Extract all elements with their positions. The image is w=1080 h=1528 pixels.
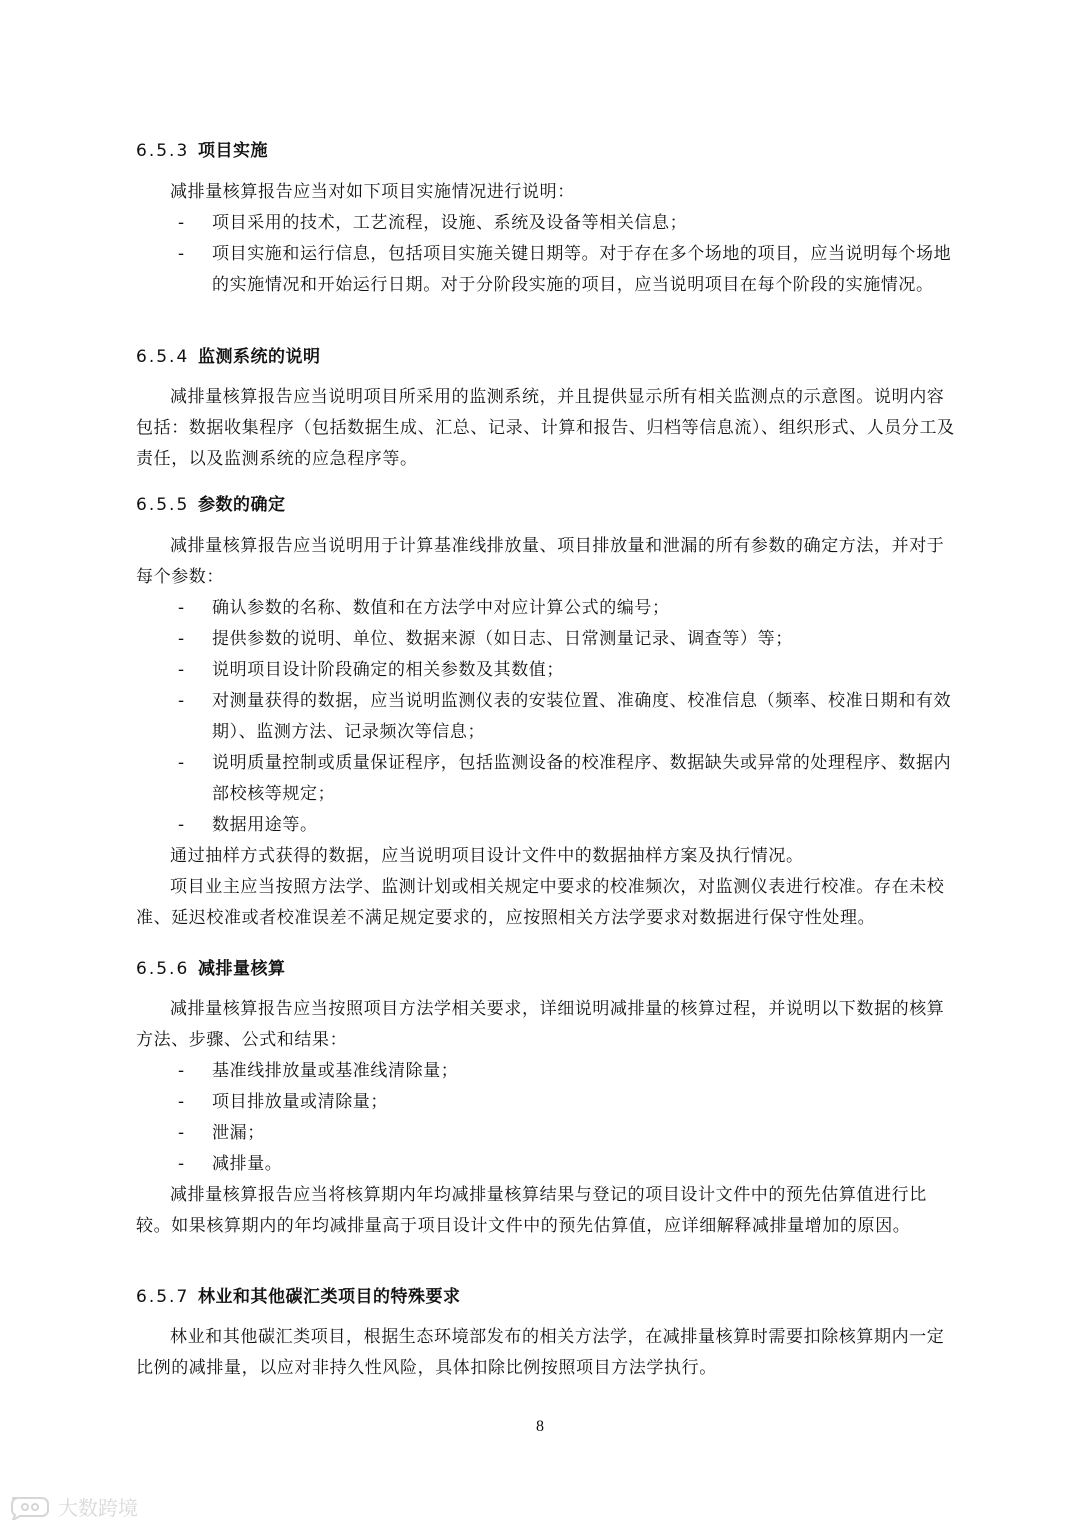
section-number: 6.5.3 bbox=[136, 141, 190, 161]
bullet-item: - 项目实施和运行信息，包括项目实施关键日期等。对于存在多个场地的项目，应当说明每个场地的实施情况和开始运行日期。对于分阶段实施的项目，应当说明项目在每个阶段的实施情况。 bbox=[178, 239, 958, 301]
bullet-dash: - bbox=[178, 1061, 185, 1081]
bullet-item: - 数据用途等。 bbox=[178, 810, 958, 841]
bullet-item: - 项目采用的技术，工艺流程，设施、系统及设备等相关信息； bbox=[178, 208, 958, 239]
bullet-dash: - bbox=[178, 244, 185, 264]
section-heading bbox=[136, 342, 321, 367]
bullet-dash: - bbox=[178, 1123, 185, 1143]
section-number: 6.5.5 bbox=[136, 495, 190, 515]
bullet-dash: - bbox=[178, 1092, 185, 1112]
bullet-item: - 减排量。 bbox=[178, 1149, 958, 1180]
bullet-item: - 泄漏； bbox=[178, 1118, 958, 1149]
page-number: 8 bbox=[536, 1418, 544, 1435]
section-number: 6.5.7 bbox=[136, 1287, 190, 1307]
section-number: 6.5.6 bbox=[136, 959, 190, 979]
bullet-item: - 项目排放量或清除量； bbox=[178, 1087, 958, 1118]
bullet-dash: - bbox=[178, 691, 185, 711]
paragraph: 减排量核算报告应当按照项目方法学相关要求，详细说明减排量的核算过程，并说明以下数据的核算方法、步骤、公式和结果： bbox=[136, 999, 945, 1050]
watermark bbox=[8, 1492, 138, 1521]
bullet-item: - 基准线排放量或基准线清除量； bbox=[178, 1056, 958, 1087]
section-title: 参数的确定 bbox=[198, 495, 286, 515]
section-heading bbox=[136, 136, 268, 161]
section-heading bbox=[136, 490, 286, 515]
bullet-dash: - bbox=[178, 213, 185, 233]
watermark-text: 大数跨境 bbox=[58, 1496, 138, 1520]
bullet-item: - 说明项目设计阶段确定的相关参数及其数值； bbox=[178, 655, 958, 686]
section-title: 林业和其他碳汇类项目的特殊要求 bbox=[198, 1287, 461, 1307]
bullet-item: - 提供参数的说明、单位、数据来源（如日志、日常测量记录、调查等）等； bbox=[178, 624, 958, 655]
paragraph: 通过抽样方式获得的数据，应当说明项目设计文件中的数据抽样方案及执行情况。 bbox=[170, 846, 804, 866]
section-title: 减排量核算 bbox=[198, 959, 286, 979]
bullet-item: - 说明质量控制或质量保证程序，包括监测设备的校准程序、数据缺失或异常的处理程序、数据内部校核等规定； bbox=[178, 748, 958, 810]
section-heading bbox=[136, 954, 286, 979]
paragraph: 减排量核算报告应当说明用于计算基准线排放量、项目排放量和泄漏的所有参数的确定方法，并对于每个参数： bbox=[136, 536, 945, 587]
paragraph: 减排量核算报告应当将核算期内年均减排量核算结果与登记的项目设计文件中的预先估算值进行比较。如果核算期内的年均减排量高于项目设计文件中的预先估算值，应详细解释减排量增加的原因。 bbox=[136, 1185, 927, 1236]
section-number: 6.5.4 bbox=[136, 347, 190, 367]
bullet-item: - 对测量获得的数据，应当说明监测仪表的安装位置、准确度、校准信息（频率、校准日期和有效期）、监测方法、记录频次等信息； bbox=[178, 686, 958, 748]
chat-bubble-icon bbox=[8, 1494, 54, 1520]
paragraph: 林业和其他碳汇类项目，根据生态环境部发布的相关方法学，在减排量核算时需要扣除核算期内一定比例的减排量，以应对非持久性风险，具体扣除比例按照项目方法学执行。 bbox=[136, 1327, 945, 1378]
section-title: 监测系统的说明 bbox=[198, 347, 321, 367]
section-title: 项目实施 bbox=[198, 141, 268, 161]
bullet-dash: - bbox=[178, 629, 185, 649]
paragraph: 项目业主应当按照方法学、监测计划或相关规定中要求的校准频次，对监测仪表进行校准。存在未校准、延迟校准或者校准误差不满足规定要求的，应按照相关方法学要求对数据进行保守性处理。 bbox=[136, 877, 945, 928]
paragraph: 减排量核算报告应当说明项目所采用的监测系统，并且提供显示所有相关监测点的示意图。说明内容包括：数据收集程序（包括数据生成、汇总、记录、计算和报告、归档等信息流）、组织形式、人员分工及责任，以及监测系统的应急程序等。 bbox=[136, 387, 955, 469]
bullet-dash: - bbox=[178, 598, 185, 618]
paragraph: 减排量核算报告应当对如下项目实施情况进行说明： bbox=[170, 182, 575, 202]
bullet-item: - 确认参数的名称、数值和在方法学中对应计算公式的编号； bbox=[178, 593, 958, 624]
section-heading bbox=[136, 1282, 461, 1307]
bullet-dash: - bbox=[178, 753, 185, 773]
bullet-dash: - bbox=[178, 815, 185, 835]
bullet-dash: - bbox=[178, 660, 185, 680]
bullet-dash: - bbox=[178, 1154, 185, 1174]
